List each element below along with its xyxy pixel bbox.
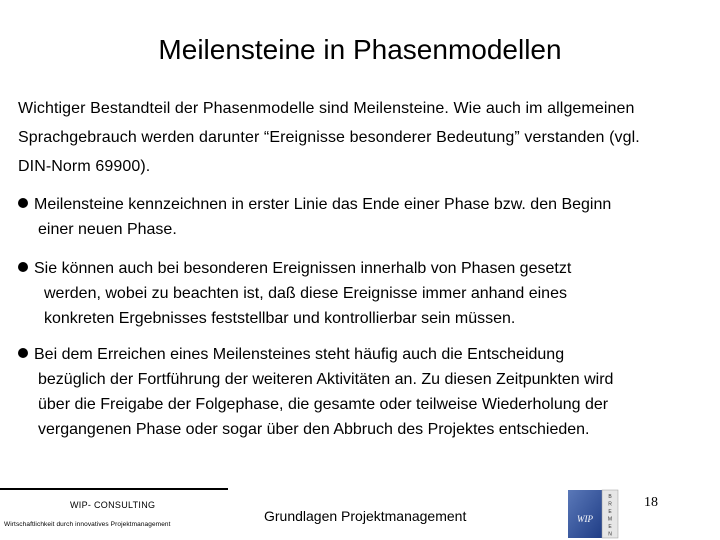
bullet-item <box>18 342 714 442</box>
footer-course-title: Grundlagen Projektmanagement <box>264 508 467 524</box>
logo-letter: E <box>608 524 612 530</box>
bullet-line: bezüglich der Fortführung der weiteren Aktivitäten an. Zu diesen Zeitpunkten wird <box>38 371 614 388</box>
bullet-line: einer neuen Phase. <box>38 221 177 238</box>
logo-letter: R <box>608 501 612 508</box>
bullet-line: werden, wobei zu beachten ist, daß diese Ereignisse immer anhand eines <box>44 285 567 302</box>
intro-line: Wichtiger Bestandteil der Phasenmodelle sind Meilensteine. Wie auch im allgemeinen <box>18 100 635 117</box>
bullet-line: konkreten Ergebnisses feststellbar und kontrollierbar sein müssen. <box>44 310 516 327</box>
logo-letter: B <box>608 494 612 500</box>
page-number: 18 <box>644 495 658 510</box>
logo-letter: M <box>607 516 613 523</box>
wip-logo-icon <box>566 488 630 540</box>
intro-line: DIN-Norm 69900). <box>18 158 151 175</box>
slide-title: Meilensteine in Phasenmodellen <box>158 34 562 65</box>
bullet-line: Sie können auch bei besonderen Ereignissen innerhalb von Phasen gesetzt <box>34 260 572 277</box>
logo-letter: N <box>608 531 612 538</box>
logo-letter: E <box>608 509 612 515</box>
footer-org-name: WIP- CONSULTING <box>70 500 156 510</box>
footer-divider <box>0 488 228 490</box>
bullet-dot-icon <box>18 262 28 272</box>
bullet-dot-icon <box>18 348 28 358</box>
bullet-line: über die Freigabe der Folgephase, die gesamte oder teilweise Wiederholung der <box>38 396 609 413</box>
bullet-line: Bei dem Erreichen eines Meilensteines steht häufig auch die Entscheidung <box>34 346 565 363</box>
logo-wordmark: WIP <box>577 514 593 524</box>
bullet-dot-icon <box>18 198 28 208</box>
bullet-item <box>18 192 714 242</box>
intro-line: Sprachgebrauch werden darunter “Ereignisse besonderer Bedeutung” verstanden (vgl. <box>18 129 640 146</box>
footer-tagline: Wirtschaftlichkeit durch innovatives Projektmanagement <box>4 521 171 528</box>
bullet-line: vergangenen Phase oder sogar über den Abbruch des Projektes entschieden. <box>38 421 590 438</box>
intro-paragraph <box>18 94 714 181</box>
bullet-line: Meilensteine kennzeichnen in erster Linie das Ende einer Phase bzw. den Beginn <box>34 196 612 213</box>
bullet-item <box>18 256 714 331</box>
